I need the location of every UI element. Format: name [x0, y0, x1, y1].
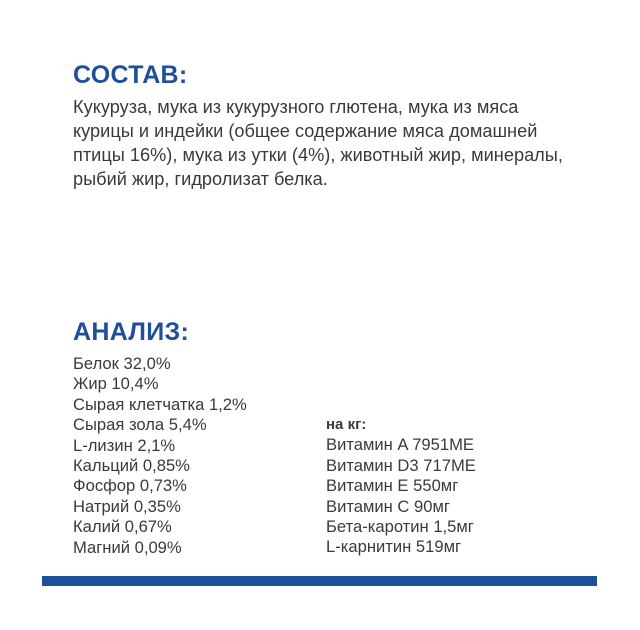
vitamins-list	[326, 435, 476, 557]
analysis-item-fat: Жир 10,4%	[73, 374, 159, 394]
analysis-item-ash: Сырая зола 5,4%	[73, 415, 207, 435]
analysis-item-magnesium: Магний 0,09%	[73, 537, 182, 557]
vitamins-block	[326, 415, 476, 558]
bottom-divider-bar	[42, 576, 597, 586]
vitamins-title: на кг:	[326, 416, 367, 433]
analysis-item-potassium: Калий 0,67%	[73, 517, 172, 537]
vitamin-item-c: Витамин С 90мг	[326, 496, 450, 516]
vitamin-item-e: Витамин E 550мг	[326, 476, 459, 496]
analysis-list	[73, 354, 247, 558]
analysis-item-phosphorus: Фосфор 0,73%	[73, 476, 187, 496]
analysis-item-fiber: Сырая клетчатка 1,2%	[73, 394, 247, 414]
composition-heading: СОСТАВ:	[73, 61, 188, 89]
vitamin-item-l-carnitine: L-карнитин 519мг	[326, 537, 462, 557]
analysis-item-sodium: Натрий 0,35%	[73, 496, 181, 516]
analysis-heading: АНАЛИЗ:	[73, 318, 190, 346]
analysis-item-calcium: Кальций 0,85%	[73, 456, 190, 476]
composition-text: Кукуруза, мука из кукурузного глютена, мука из мяса курицы и индейки (общее содержание мяса домашней птицы 16%), мука из утки (4%), животный жир, минералы, рыбий жир, гидролизат белка.	[73, 97, 563, 189]
vitamin-item-beta-carotene: Бета-каротин 1,5мг	[326, 517, 474, 537]
analysis-item-protein: Белок 32,0%	[73, 354, 171, 373]
analysis-item-lysine: L-лизин 2,1%	[73, 435, 176, 455]
vitamin-item-a: Витамин A 7951МЕ	[326, 435, 474, 455]
vitamin-item-d3: Витамин D3 717МЕ	[326, 455, 476, 475]
